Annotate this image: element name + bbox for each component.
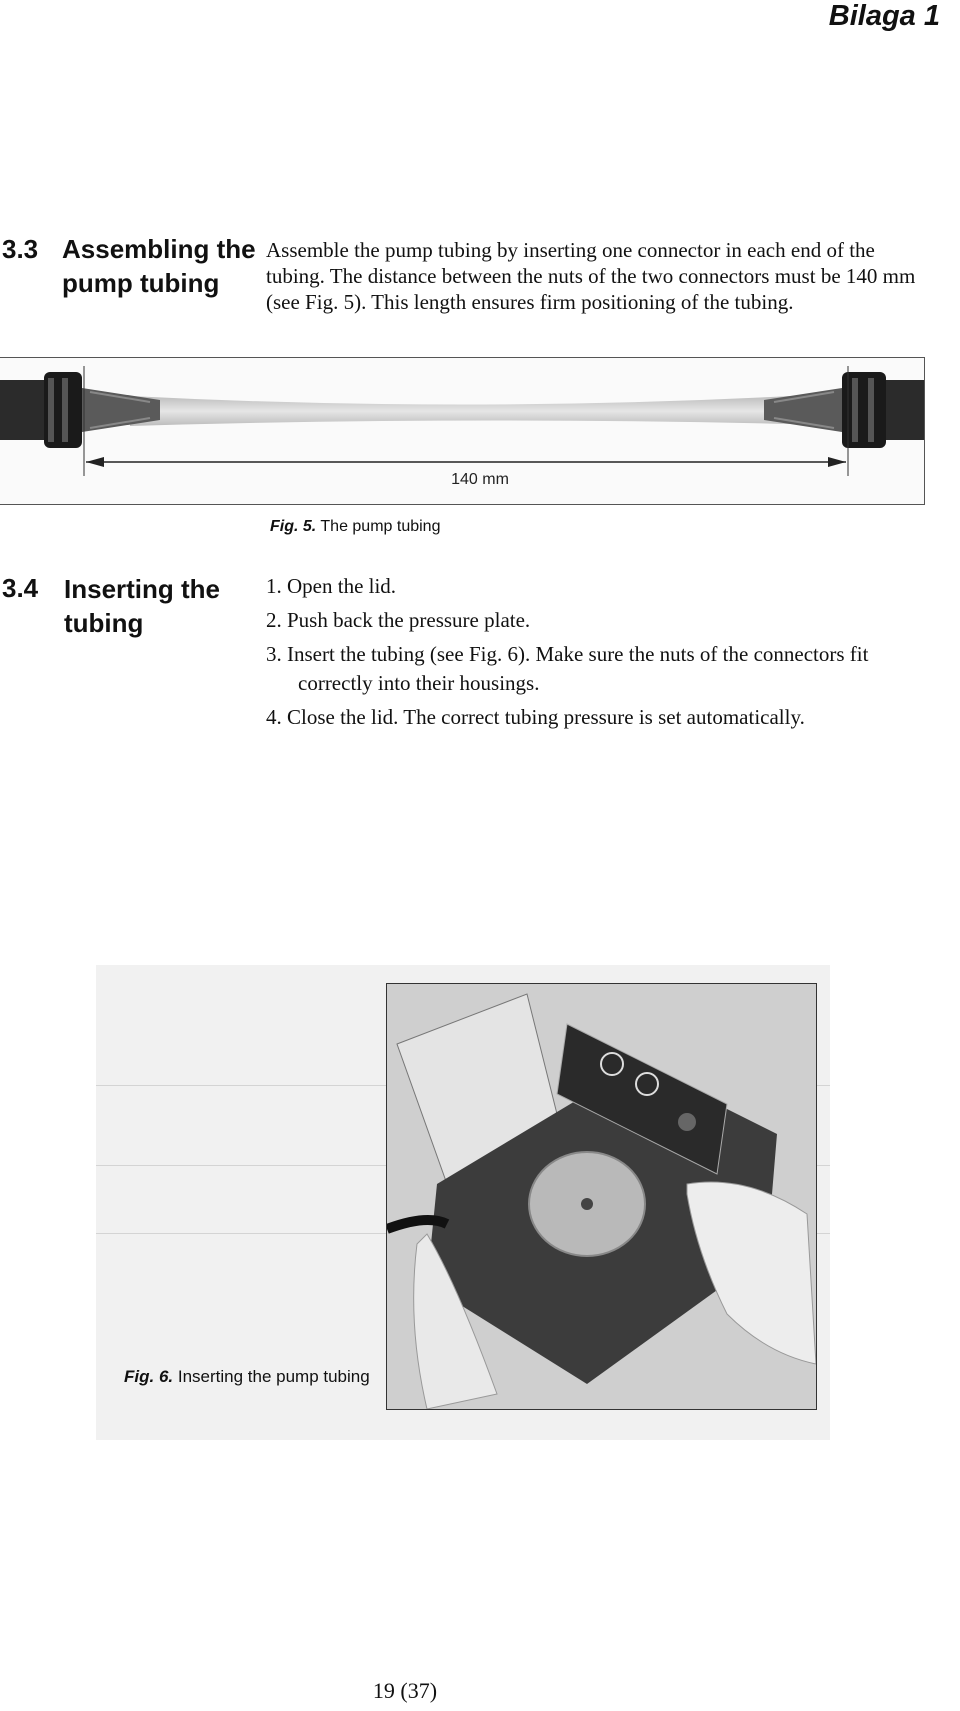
figure-6-photo [386,983,817,1410]
figure-5-caption [270,518,440,536]
tubing-body [130,396,790,426]
panel-knob-icon [678,1113,696,1131]
step-item: 1. Open the lid. [266,574,397,598]
section-3-3-title: Assembling the pump tubing [62,234,256,298]
step-item: 3. Insert the tubing (see Fig. 6). Make sure the nuts of the connectors fit correctly into their housings. [266,642,869,695]
page-header-label: Bilaga 1 [828,0,940,32]
figure-5-caption-text: The pump tubing [316,518,441,535]
tubing-diagram [0,358,924,504]
section-3-3-paragraph: Assemble the pump tubing by inserting one connector in each end of the tubing. The distance between the nuts of the two connectors must be 140 mm (see Fig. 5). This length ensures firm positioning of the tubing. [266,238,916,314]
figure-6-caption-text: Inserting the pump tubing [173,1367,370,1386]
page-number: 19 (37) [372,1678,438,1703]
figure-5-tubing-illustration [0,357,925,505]
section-3-4-title: Inserting the tubing [64,574,221,638]
dimension-arrow-right [828,457,846,467]
steps-list [266,572,946,737]
right-connector [764,372,924,448]
dimension-arrow-left [86,457,104,467]
rotor-hub [581,1198,593,1210]
figure-5-caption-prefix: Fig. 5. [270,518,317,535]
step-item: 4. Close the lid. The correct tubing pressure is set automatically. [266,705,805,729]
section-3-4-number: 3.4 [2,573,39,603]
left-connector [0,372,160,448]
pump-photo-illustration [387,984,816,1409]
figure-6-caption [124,1366,384,1387]
dimension-label: 140 mm [451,471,509,488]
figure-6-caption-prefix: Fig. 6. [124,1367,174,1386]
section-3-3-number: 3.3 [2,234,39,264]
step-item: 2. Push back the pressure plate. [266,608,531,632]
